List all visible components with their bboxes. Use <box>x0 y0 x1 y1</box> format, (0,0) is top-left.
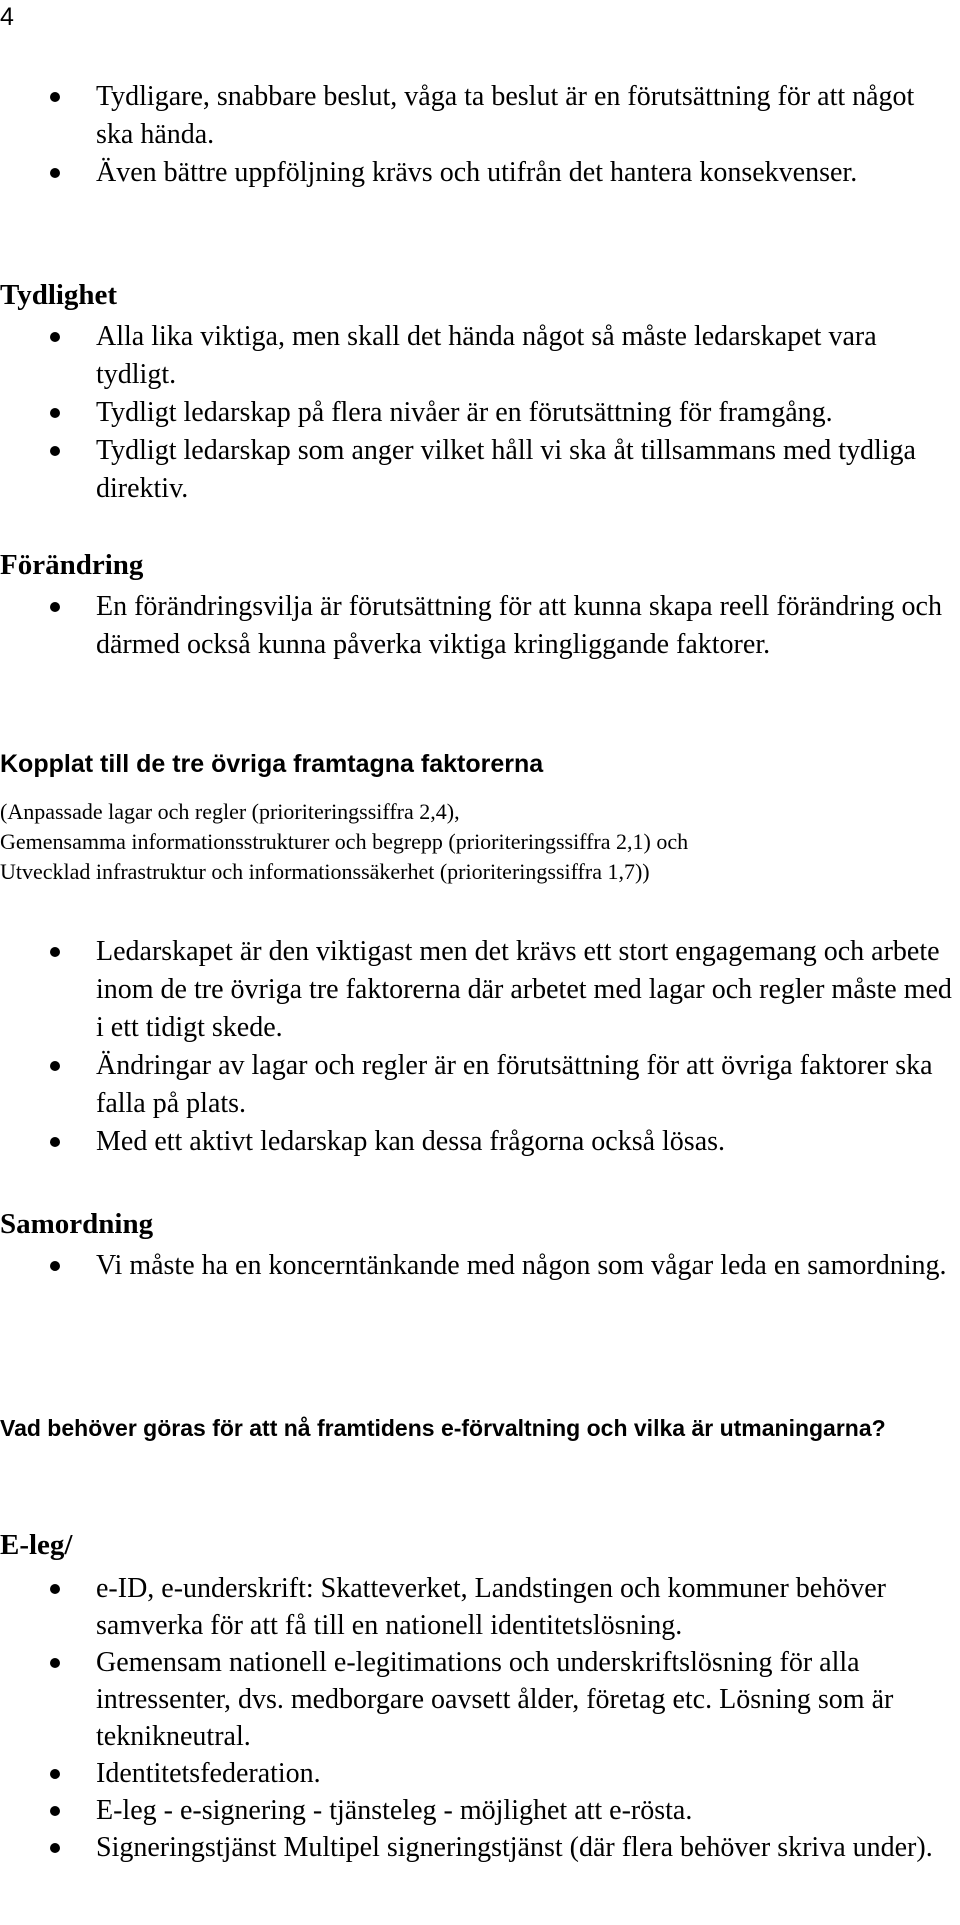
question-heading: Vad behöver göras för att nå framtidens e-förvaltning och vilka är utmaningarna? <box>0 1415 886 1441</box>
bullet-icon <box>50 1261 60 1271</box>
section-heading: Kopplat till de tre övriga framtagna faktorerna <box>0 750 544 778</box>
list-item: Alla lika viktiga, men skall det hända något så måste ledarskapet vara tydligt. <box>0 318 960 394</box>
section-samordning-list <box>0 1247 960 1285</box>
section-forandring-list <box>0 588 960 664</box>
note-line: Gemensamma informationsstrukturer och begrepp (prioriteringssiffra 2,1) och <box>0 829 689 854</box>
note-line: (Anpassade lagar och regler (prioriteringssiffra 2,4), <box>0 799 460 824</box>
section-samordning <box>0 1205 960 1243</box>
section-heading: Samordning <box>0 1208 154 1240</box>
bullet-list <box>0 318 960 508</box>
list-item: Vi måste ha en koncerntänkande med någon som vågar leda en samordning. <box>0 1247 960 1285</box>
section-heading: Förändring <box>0 549 144 581</box>
bullet-list <box>0 933 960 1161</box>
bullet-icon <box>50 1658 60 1668</box>
bullet-icon <box>50 1584 60 1594</box>
page-number: 4 <box>0 3 14 31</box>
section-tydlighet-list <box>0 318 960 508</box>
bullet-list <box>0 78 960 192</box>
section-heading: Tydlighet <box>0 279 118 311</box>
kopplat-note <box>0 797 960 887</box>
bullet-icon <box>50 408 60 418</box>
section-tydlighet <box>0 276 960 314</box>
section-eleg <box>0 1526 960 1564</box>
bullet-list <box>0 588 960 664</box>
question-block <box>0 1410 960 1446</box>
bullet-icon <box>50 1137 60 1147</box>
list-item: e-ID, e-underskrift: Skatteverket, Landstingen och kommuner behöver samverka för att få till en nationell identitetslösning. <box>0 1570 960 1644</box>
section-forandring <box>0 546 960 584</box>
bullet-list <box>0 1247 960 1285</box>
bullet-icon <box>50 168 60 178</box>
list-item: Även bättre uppföljning krävs och utifrån det hantera konsekvenser. <box>0 154 960 192</box>
bullet-icon <box>50 1061 60 1071</box>
list-item: En förändringsvilja är förutsättning för att kunna skapa reell förändring och därmed också kunna påverka viktiga kringliggande faktorer. <box>0 588 960 664</box>
section-eleg-list <box>0 1570 960 1866</box>
section-heading: E-leg/ <box>0 1529 73 1561</box>
section-kopplat <box>0 745 960 783</box>
bullet-icon <box>50 92 60 102</box>
bullet-icon <box>50 446 60 456</box>
list-item: Ändringar av lagar och regler är en förutsättning för att övriga faktorer ska falla på plats. <box>0 1047 960 1123</box>
bullet-icon <box>50 332 60 342</box>
bullet-icon <box>50 1769 60 1779</box>
list-item: Med ett aktivt ledarskap kan dessa frågorna också lösas. <box>0 1123 960 1161</box>
bullet-icon <box>50 602 60 612</box>
list-item: Gemensam nationell e-legitimations och underskriftslösning för alla intressenter, dvs. medborgare oavsett ålder, företag etc. Lösning som är teknikneutral. <box>0 1644 960 1755</box>
list-item: Identitetsfederation. <box>0 1755 960 1792</box>
note-line: Utvecklad infrastruktur och informationssäkerhet (prioriteringssiffra 1,7)) <box>0 859 650 884</box>
list-item: Tydligt ledarskap som anger vilket håll vi ska åt tillsammans med tydliga direktiv. <box>0 432 960 508</box>
bullet-icon <box>50 1843 60 1853</box>
list-item: Signeringstjänst Multipel signeringstjänst (där flera behöver skriva under). <box>0 1829 960 1866</box>
section-kopplat-list <box>0 933 960 1161</box>
bullet-icon <box>50 947 60 957</box>
list-item: Tydligare, snabbare beslut, våga ta beslut är en förutsättning för att något ska hända. <box>0 78 960 154</box>
list-item: E-leg - e-signering - tjänsteleg - möjlighet att e-rösta. <box>0 1792 960 1829</box>
section-intro <box>0 78 960 192</box>
list-item: Tydligt ledarskap på flera nivåer är en förutsättning för framgång. <box>0 394 960 432</box>
bullet-icon <box>50 1806 60 1816</box>
list-item: Ledarskapet är den viktigast men det krävs ett stort engagemang och arbete inom de tre övriga tre faktorerna där arbetet med lagar och regler måste med i ett tidigt skede. <box>0 933 960 1047</box>
bullet-list <box>0 1570 960 1866</box>
